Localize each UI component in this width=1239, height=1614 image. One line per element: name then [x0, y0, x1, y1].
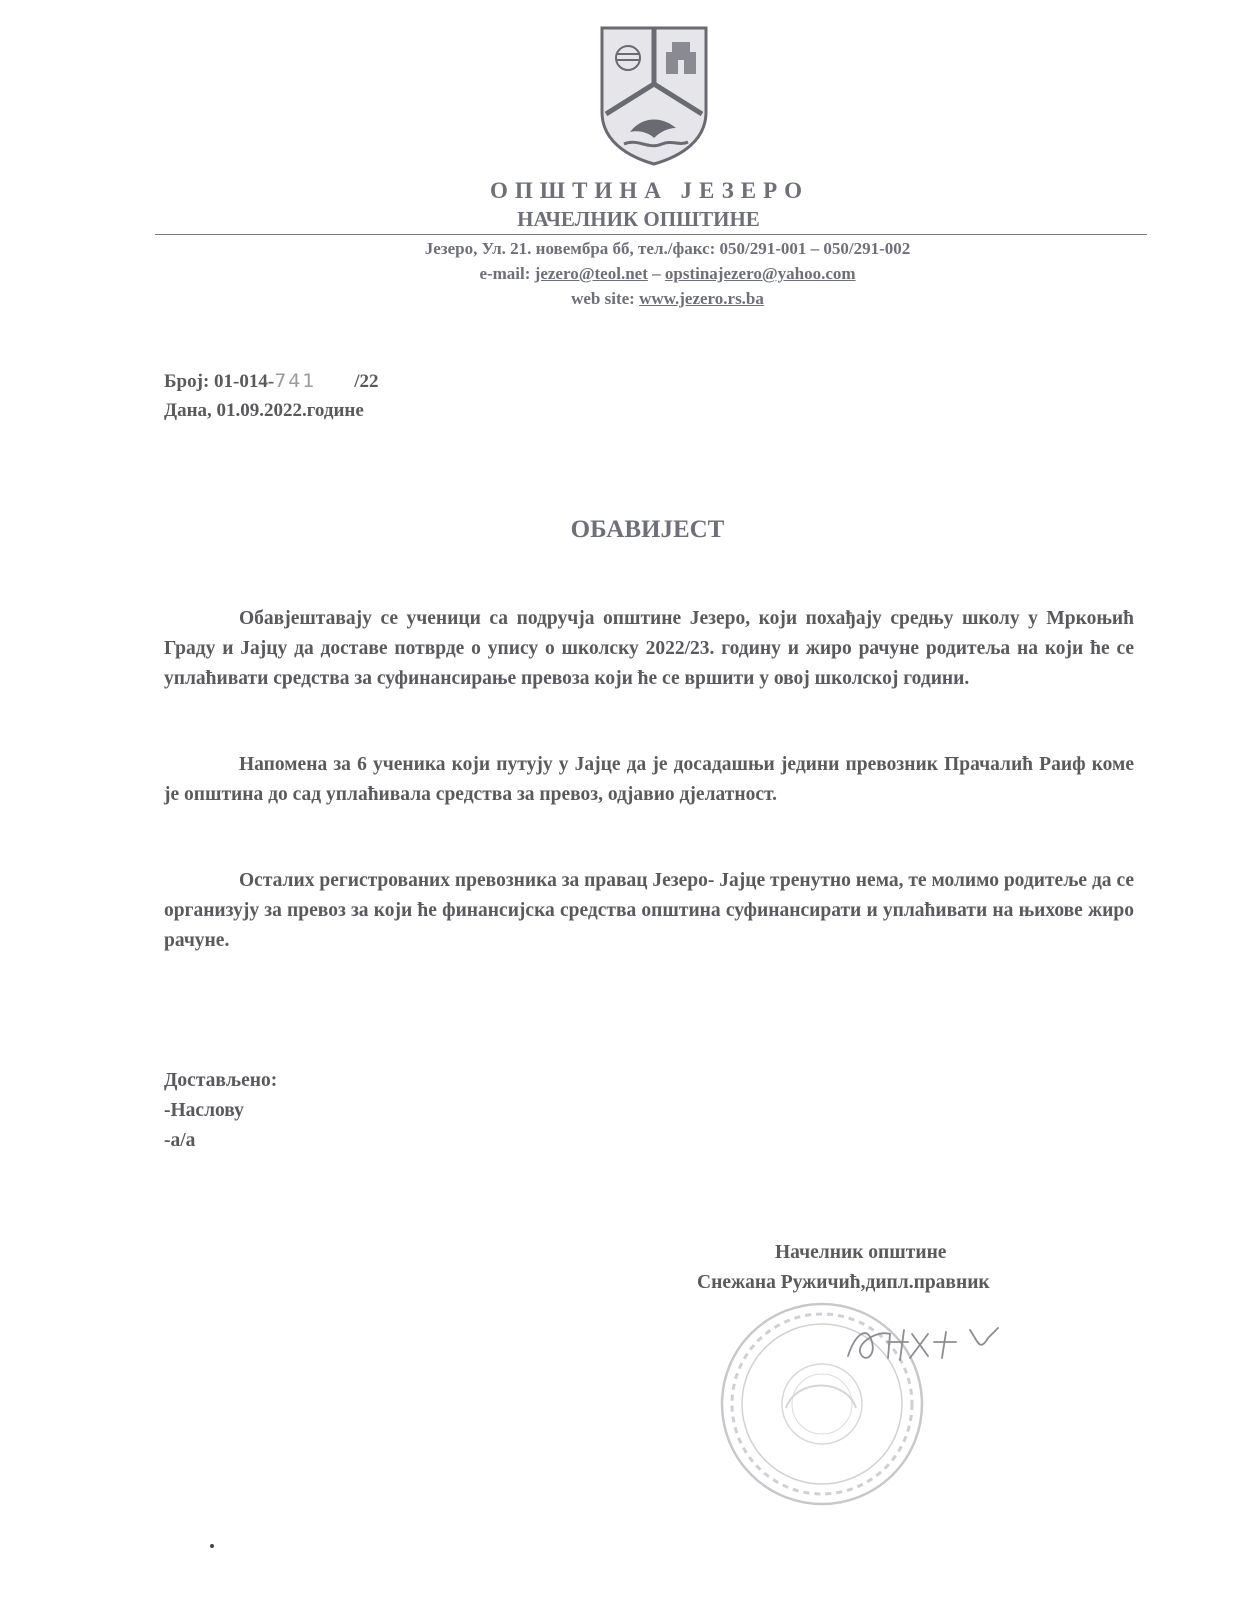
address-line: Језеро, Ул. 21. новембра бб, тел./факс: 050/291-001 – 050/291-002	[424, 239, 911, 258]
org-unit: НАЧЕЛНИК ОПШТИНЕ	[517, 207, 760, 231]
signatory-name: Снежана Ружичић,дипл.правник	[697, 1272, 990, 1293]
stray-mark	[210, 1544, 214, 1548]
reference-number	[164, 370, 378, 393]
email-link-2[interactable]: opstinajezero@yahoo.com	[664, 264, 856, 283]
reference-handwritten-number: 741	[274, 370, 317, 392]
web-label: web site:	[571, 289, 635, 308]
email-label: e-mail:	[479, 264, 531, 283]
web-line	[0, 289, 1239, 309]
email-line	[0, 264, 1239, 284]
org-name: ОПШТИНА ЈЕЗЕРО	[490, 178, 809, 203]
header-divider	[155, 234, 1147, 235]
reference-date: Дана, 01.09.2022.године	[164, 400, 364, 421]
web-link[interactable]: www.jezero.rs.ba	[639, 289, 764, 308]
coat-of-arms-icon	[598, 24, 710, 166]
delivered-item: -Наслову	[164, 1100, 244, 1121]
email-link-1[interactable]: jezero@teol.net	[534, 264, 648, 283]
body-paragraph-1: Обавјештавају се ученици са подручја општине Језеро, који похађају средњу школу у Мркоњић Граду и Јајцу да доставе потврде о упису о школску 2022/23. годину и жиро рачуне родитеља на који ће се уплаћивати средства за суфинансирање превоза који ће се вршити у овој школској години.	[164, 608, 1134, 689]
delivered-item: -а/а	[164, 1130, 196, 1151]
reference-prefix: Број: 01-014-	[164, 371, 275, 392]
reference-suffix: /22	[354, 371, 379, 392]
delivered-label: Достављено:	[164, 1070, 278, 1091]
email-separator: –	[652, 264, 661, 283]
body-paragraph-3: Осталих регистрованих превозника за правац Језеро- Јајце тренутно нема, те молимо родитеље да се организују за превоз за који ће финансијска средства општина суфинансирати и уплаћивати на њихове жиро рачуне.	[164, 870, 1134, 951]
handwritten-signature-icon	[838, 1312, 1018, 1372]
document-title: ОБАВИЈЕСТ	[570, 516, 725, 543]
signatory-position: Начелник општине	[775, 1242, 947, 1263]
body-paragraph-2: Напомена за 6 ученика који путују у Јајце да је досадашњи једини превозник Прачалић Раиф коме је општина до сад уплаћивала средства за превоз, одјавио дјелатност.	[164, 754, 1134, 805]
